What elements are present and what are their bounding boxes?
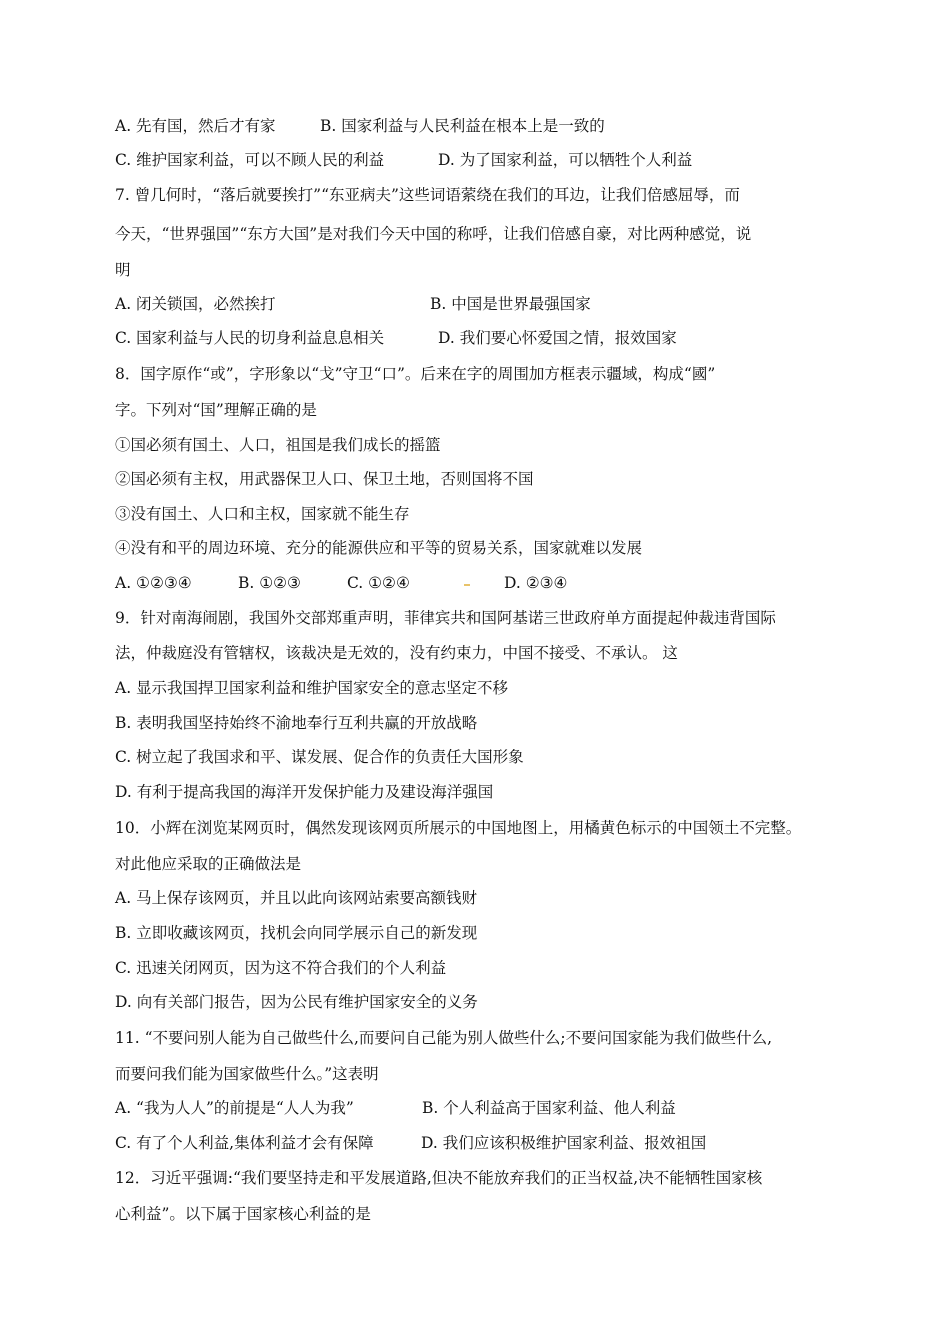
q7-option-b: B. 中国是世界最强国家 [430, 295, 591, 313]
q8-statement-1: ①国必须有国土、人口，祖国是我们成长的摇篮 [115, 436, 441, 454]
q8-statement-3: ③没有国土、人口和主权，国家就不能生存 [115, 505, 410, 523]
q6-option-c: C. 维护国家利益，可以不顾人民的利益 [115, 151, 385, 169]
q10-option-a: A. 马上保存该网页，并且以此向该网站索要高额钱财 [115, 889, 478, 907]
q11-stem-line1: 11. “不要问别人能为自己做些什么,而要问自己能为别人做些什么;不要问国家能为我们做些什么, [115, 1029, 773, 1047]
q8-option-d: D. ②③④ [504, 574, 568, 592]
q10-option-b: B. 立即收藏该网页，找机会向同学展示自己的新发现 [115, 924, 478, 942]
q10-stem-line1: 10．小辉在浏览某网页时，偶然发现该网页所展示的中国地图上，用橘黄色标示的中国领土不完整。 [115, 819, 802, 837]
q7-options-cd [115, 327, 677, 349]
q7-option-d: D. 我们要心怀爱国之情，报效国家 [438, 329, 677, 347]
q9-option-b: B. 表明我国坚持始终不渝地奉行互利共赢的开放战略 [115, 714, 478, 732]
q10-option-c: C. 迅速关闭网页，因为这不符合我们的个人利益 [115, 959, 447, 977]
q7-option-a: A. 闭关锁国，必然挨打 [115, 295, 276, 313]
q9-option-c: C. 树立起了我国求和平、谋发展、促合作的负责任大国形象 [115, 748, 524, 766]
q11-option-d: D. 我们应该积极维护国家利益、报效祖国 [421, 1134, 707, 1152]
q11-options-cd [115, 1132, 707, 1154]
q7-stem-line3: 明 [115, 261, 131, 279]
q8-statement-2: ②国必须有主权，用武器保卫人口、保卫土地，否则国将不国 [115, 470, 534, 488]
q9-stem-line2: 法，仲裁庭没有管辖权，该裁决是无效的，没有约束力，中国不接受、不承认。 这 [115, 644, 678, 662]
q7-option-c: C. 国家利益与人民的切身利益息息相关 [115, 329, 385, 347]
q12-stem-line1: 12．习近平强调:“我们要坚持走和平发展道路,但决不能放弃我们的正当权益,决不能牺牲国家核 [115, 1169, 763, 1187]
q11-option-a: A. “我为人人”的前提是“人人为我” [115, 1099, 354, 1117]
q10-stem-line2: 对此他应采取的正确做法是 [115, 855, 302, 873]
q8-option-a: A. ①②③④ [115, 574, 192, 592]
q7-stem-line1: 7. 曾几何时，“落后就要挨打”“东亚病夫”这些词语萦绕在我们的耳边，让我们倍感屈辱，而 [115, 186, 740, 204]
q11-option-c: C. 有了个人利益,集体利益才会有保障 [115, 1134, 374, 1152]
q6-options-cd [115, 149, 693, 171]
highlight-mark [464, 584, 470, 586]
q9-stem-line1: 9．针对南海闹剧，我国外交部郑重声明，菲律宾共和国阿基诺三世政府单方面提起仲裁违背国际 [115, 609, 776, 627]
q9-option-a: A. 显示我国捍卫国家利益和维护国家安全的意志坚定不移 [115, 679, 509, 697]
q8-option-b: B. ①②③ [238, 574, 301, 592]
q8-option-c: C. ①②④ [347, 574, 410, 592]
q7-options-ab [115, 293, 591, 315]
q11-options-ab [115, 1097, 676, 1119]
q6-option-b: B. 国家利益与人民利益在根本上是一致的 [320, 117, 605, 135]
q11-option-b: B. 个人利益高于国家利益、他人利益 [422, 1099, 676, 1117]
q10-option-d: D. 向有关部门报告，因为公民有维护国家安全的义务 [115, 993, 478, 1011]
q7-stem-line2: 今天，“世界强国”“东方大国”是对我们今天中国的称呼，让我们倍感自豪，对比两种感觉，说 [115, 225, 752, 243]
q9-option-d: D. 有利于提高我国的海洋开发保护能力及建设海洋强国 [115, 783, 494, 801]
q6-option-d: D. 为了国家利益，可以牺牲个人利益 [438, 151, 693, 169]
q8-stem-line1: 8．国字原作“或”，字形象以“戈”守卫“口”。后来在字的周围加方框表示疆域，构成“國” [115, 365, 716, 383]
q8-stem-line2: 字。下列对“国”理解正确的是 [115, 401, 317, 419]
q8-statement-4: ④没有和平的周边环境、充分的能源供应和平等的贸易关系，国家就难以发展 [115, 539, 643, 557]
q8-options [115, 572, 568, 594]
q11-stem-line2: 而要问我们能为国家做些什么。”这表明 [115, 1065, 379, 1083]
q6-options-ab [115, 115, 605, 137]
q6-option-a: A. 先有国，然后才有家 [115, 117, 276, 135]
q12-stem-line2: 心利益”。以下属于国家核心利益的是 [115, 1205, 371, 1223]
